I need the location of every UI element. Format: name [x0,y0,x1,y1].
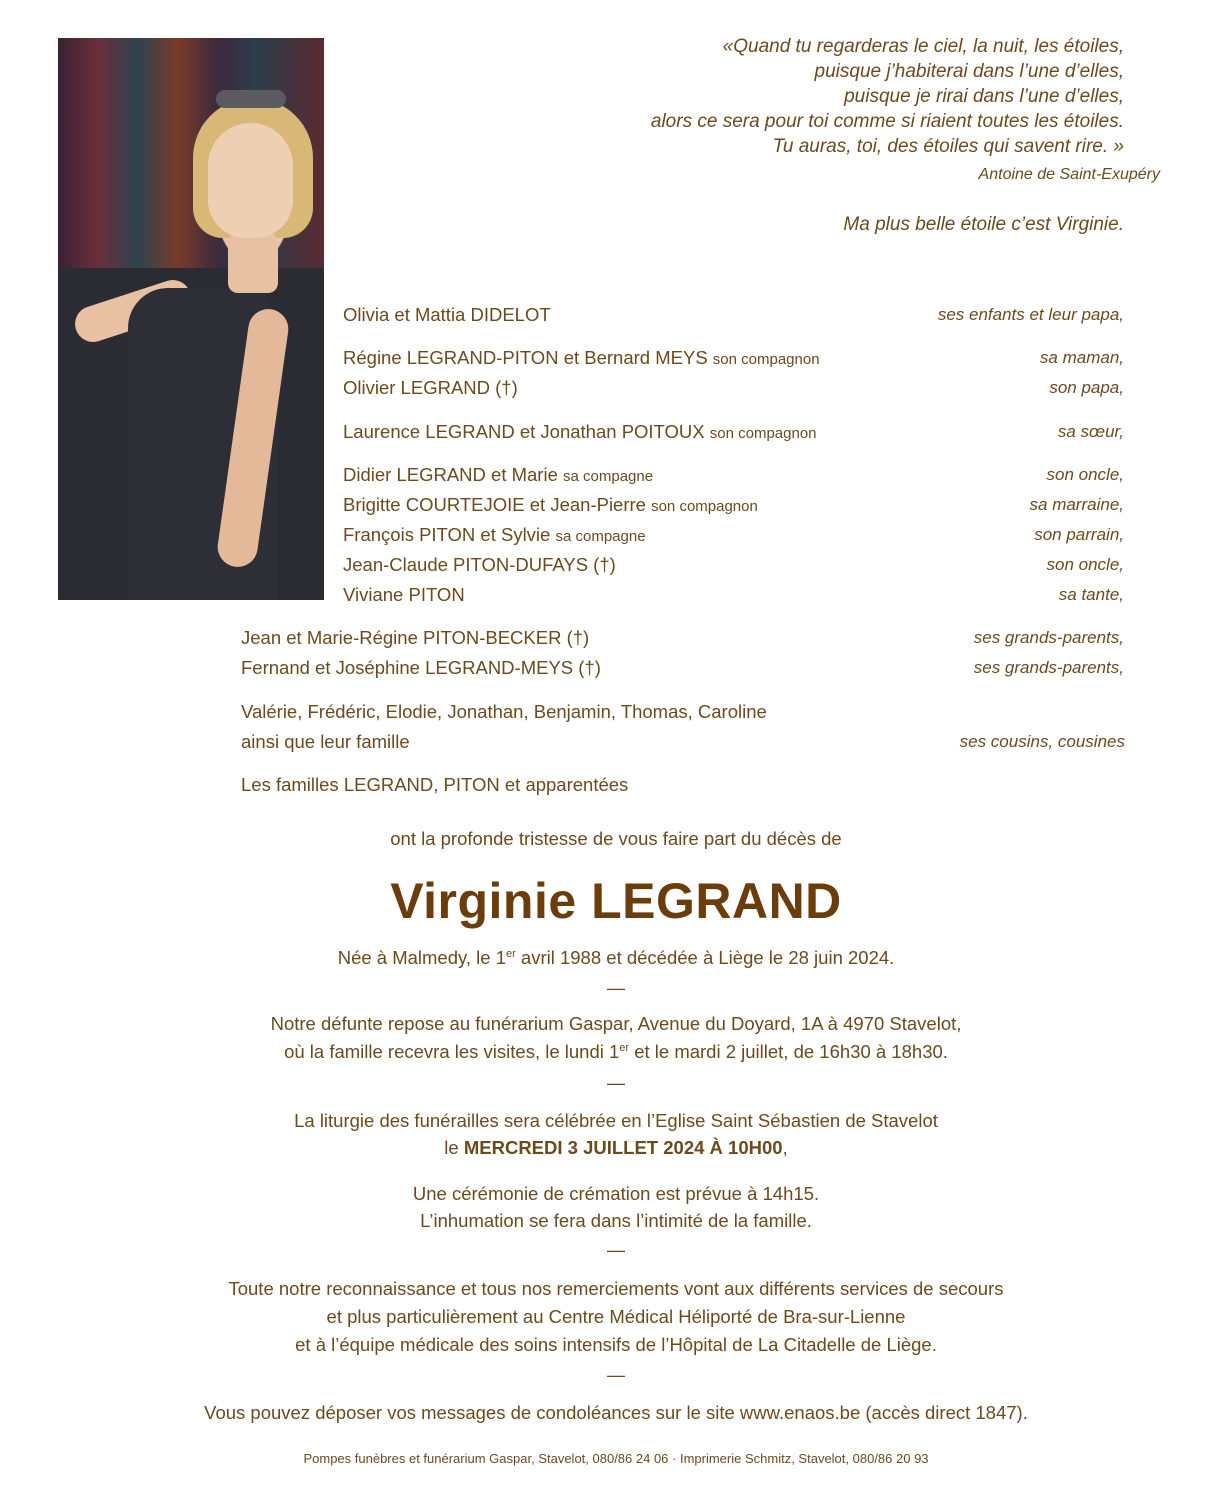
separator: — [607,1365,625,1385]
quote-line: puisque j’habiterai dans l’une d’elles, [814,61,1124,82]
separator: — [607,1240,625,1260]
family-row: Viviane PITON sa tante, [343,584,1124,605]
liturgy-line: La liturgie des funérailles sera célébrée en l’Eglise Saint Sébastien de Stavelot [294,1110,938,1131]
family-row: Olivia et Mattia DIDELOT ses enfants et leur papa, [343,304,1124,325]
family-row: Laurence LEGRAND et Jonathan POITOUX son compagnon sa sœur, [343,421,1124,442]
family-row: Régine LEGRAND-PITON et Bernard MEYS son compagnon sa maman, [343,347,1124,368]
cremation-line: Une cérémonie de crémation est prévue à 14h15. [412,1183,820,1204]
liturgy-date: MERCREDI 3 JUILLET 2024 À 10H00 [463,1137,783,1158]
quote-line: alors ce sera pour toi comme si riaient toutes les étoiles. [650,111,1124,132]
family-row: Fernand et Joséphine LEGRAND-MEYS (†) ses grands-parents, [241,657,1124,678]
announcement: ont la profonde tristesse de vous faire part du décès de [390,828,842,849]
quote-line: Tu auras, toi, des étoiles qui savent rire. » [772,136,1124,157]
family-row: Jean et Marie-Régine PITON-BECKER (†) ses grands-parents, [241,627,1124,648]
separator: — [607,978,625,998]
quote-line: puisque je rirai dans l’une d’elles, [844,86,1124,107]
family-row: ainsi que leur famille ses cousins, cousines [241,731,1125,752]
thanks-line: et plus particulièrement au Centre Médical Héliporté de Bra-sur-Lienne [326,1306,906,1327]
birth-death-line: Née à Malmedy, le 1er avril 1988 et décédée à Liège le 28 juin 2024. [337,947,895,968]
quote-line: «Quand tu regarderas le ciel, la nuit, les étoiles, [722,36,1124,57]
deceased-name: Virginie LEGRAND [390,873,842,929]
portrait-photo [58,38,324,600]
thanks-line: Toute notre reconnaissance et tous nos remerciements vont aux différents services de secours [228,1278,1004,1299]
thanks-line: et à l’équipe médicale des soins intensifs de l’Hôpital de La Citadelle de Liège. [295,1334,937,1355]
rest-line: où la famille recevra les visites, le lundi 1er et le mardi 2 juillet, de 16h30 à 18h30. [284,1041,948,1062]
liturgy-date-line: le MERCREDI 3 JUILLET 2024 À 10H00, [444,1137,788,1158]
family-row: Jean-Claude PITON-DUFAYS (†) son oncle, [343,554,1124,575]
dedication: Ma plus belle étoile c’est Virginie. [843,214,1124,235]
family-row: François PITON et Sylvie sa compagne son parrain, [343,524,1124,545]
family-row: Olivier LEGRAND (†) son papa, [343,377,1124,398]
family-row: Brigitte COURTEJOIE et Jean-Pierre son compagnon sa marraine, [343,494,1124,515]
family-row: Les familles LEGRAND, PITON et apparentées [241,774,629,795]
separator: — [607,1073,625,1093]
footer: Pompes funèbres et funérarium Gaspar, Stavelot, 080/86 24 06 · Imprimerie Schmitz, Stavelot, 080/86 20 93 [303,1451,929,1466]
family-row: Valérie, Frédéric, Elodie, Jonathan, Benjamin, Thomas, Caroline [241,701,767,722]
quote [651,34,1124,159]
condolences-line: Vous pouvez déposer vos messages de condoléances sur le site www.enaos.be (accès direct 1847). [204,1402,1028,1423]
rest-line: Notre défunte repose au funérarium Gaspar, Avenue du Doyard, 1A à 4970 Stavelot, [270,1013,962,1034]
burial-line: L’inhumation se fera dans l’intimité de la famille. [420,1210,812,1231]
quote-author: Antoine de Saint-Exupéry [978,166,1160,183]
family-row: Didier LEGRAND et Marie sa compagne son oncle, [343,464,1124,485]
